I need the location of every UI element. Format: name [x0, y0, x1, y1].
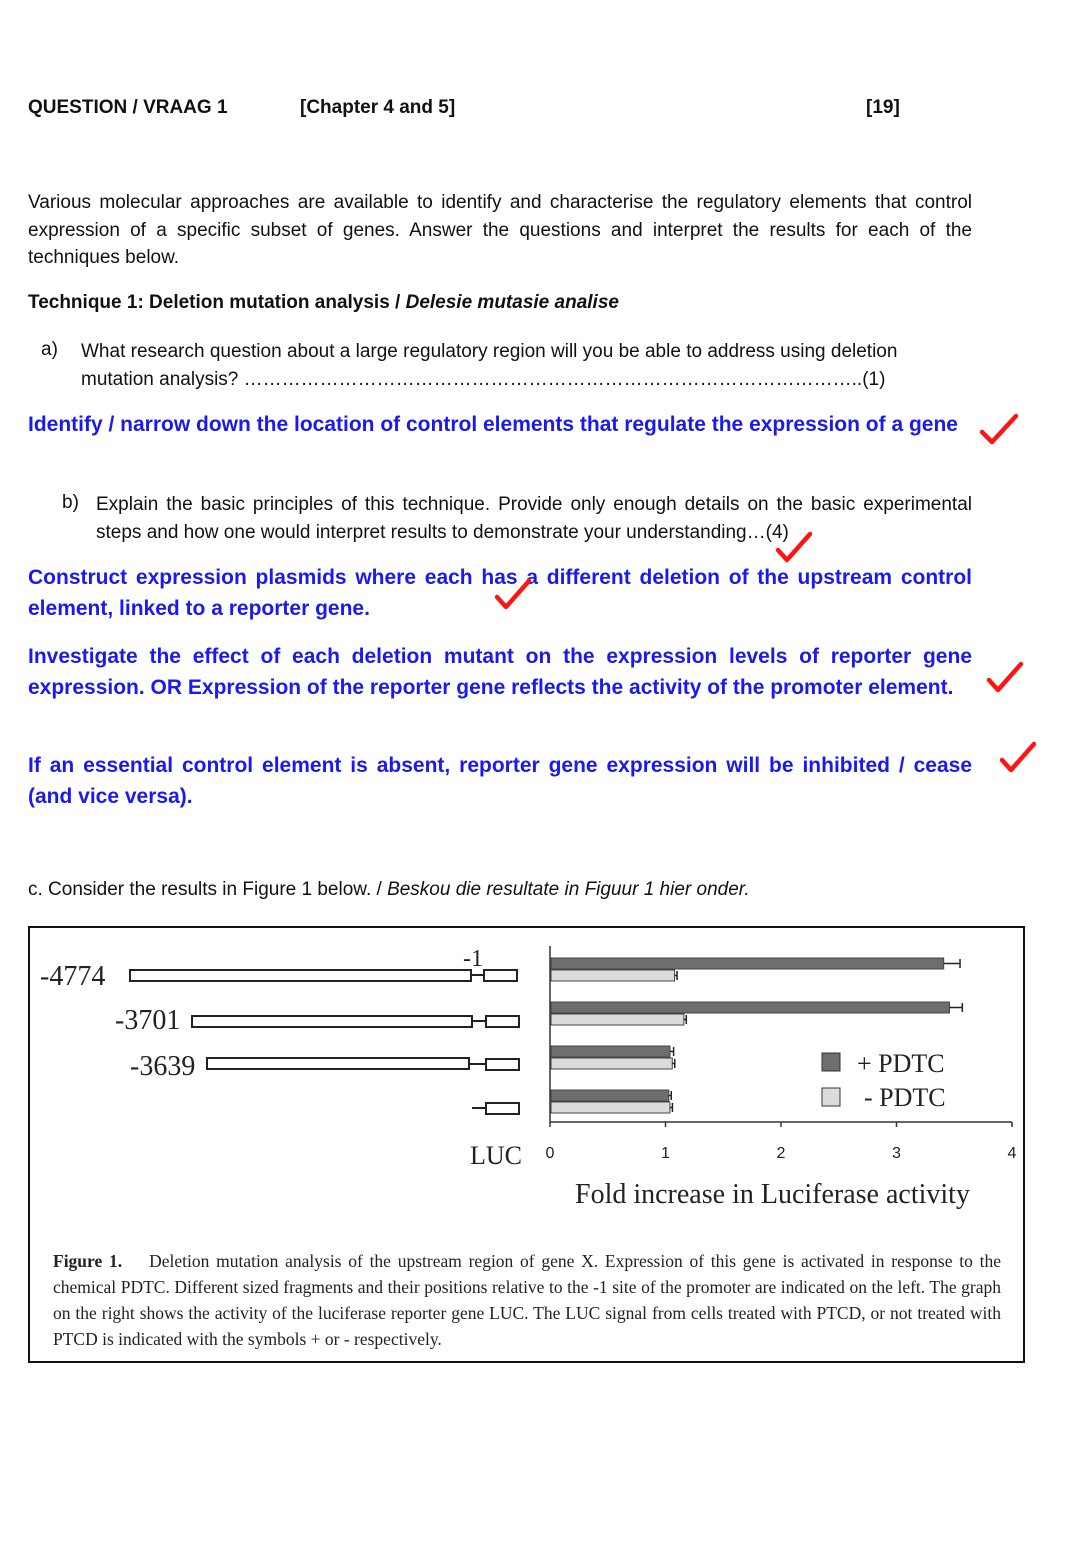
technique-heading — [28, 292, 619, 314]
construct-label: -3701 — [115, 1005, 181, 1036]
construct-label: -4774 — [40, 961, 106, 992]
checkmark-icon — [985, 660, 1027, 698]
legend-swatch-minus — [822, 1088, 840, 1106]
answer-b-2: Investigate the effect of each deletion mutant on the expression levels of reporter gene expression. OR Expression of the reporter gene reflects the activity of the promoter element. — [28, 645, 972, 699]
luc-box — [484, 970, 517, 981]
x-tick-label: 1 — [661, 1145, 670, 1162]
luc-box — [486, 1016, 519, 1027]
question-c — [28, 879, 750, 901]
intro-paragraph: Various molecular approaches are available to identify and characterise the regulatory elements that control expression of a specific subset of genes. Answer the questions and interpret the results for each of the techniques below. — [28, 192, 972, 268]
bar — [551, 1058, 672, 1069]
bar — [551, 970, 675, 981]
construct-fragment — [130, 970, 471, 981]
technique-label: Technique 1: Deletion mutation analysis / — [28, 292, 406, 313]
question-a-label: a) — [41, 339, 58, 360]
bar — [551, 1090, 669, 1101]
bar — [551, 1002, 949, 1013]
legend-label-minus: - PDTC — [864, 1083, 946, 1112]
x-tick-label: 3 — [892, 1145, 901, 1162]
bar — [551, 1046, 670, 1057]
question-c-text-afrikaans: Beskou die resultate in Figuur 1 hier onder. — [387, 879, 750, 900]
luc-box — [486, 1103, 519, 1114]
question-number: QUESTION / VRAAG 1 — [28, 97, 228, 118]
x-tick-label: 2 — [776, 1145, 786, 1162]
total-marks: [19] — [866, 97, 900, 118]
question-a-text: What research question about a large regulatory region will you be able to address using deletion mutation analysis? ……………………………………………………………………………………..(1) — [81, 341, 898, 390]
question-c-text: c. Consider the results in Figure 1 below. / — [28, 879, 388, 900]
construct-label: -3639 — [130, 1051, 196, 1082]
caption-label: Figure 1. — [53, 1251, 123, 1271]
bar — [551, 1102, 670, 1113]
checkmark-icon — [998, 740, 1040, 778]
x-tick-label: 4 — [1007, 1145, 1017, 1162]
legend-swatch-plus — [822, 1053, 840, 1071]
checkmark-icon — [978, 410, 1020, 448]
question-b-text: Explain the basic principles of this technique. Provide only enough details on the basic experimental steps and how one would interpret results to demonstrate your understanding…(4) — [96, 494, 972, 543]
answer-b-1: Construct expression plasmids where each has a different deletion of the upstream control element, linked to a reporter gene. — [28, 566, 972, 620]
legend-label-plus: + PDTC — [857, 1049, 945, 1078]
luc-box — [486, 1059, 519, 1070]
bar-chart — [546, 946, 1017, 1162]
site-label: -1 — [463, 946, 483, 972]
answer-a: Identify / narrow down the location of control elements that regulate the expression of a gene — [28, 413, 958, 436]
construct-fragment — [192, 1016, 472, 1027]
figure-caption — [53, 1248, 1001, 1352]
answer-b-3: If an essential control element is absent, reporter gene expression will be inhibited / cease (and vice versa). — [28, 754, 972, 808]
question-b-label: b) — [62, 492, 79, 513]
technique-label-afrikaans: Delesie mutasie analise — [405, 292, 619, 313]
x-axis-title: Fold increase in Luciferase activity — [575, 1179, 970, 1210]
x-tick-label: 0 — [545, 1145, 555, 1162]
caption-text: Deletion mutation analysis of the upstream region of gene X. Expression of this gene is activated in response to the chemical PDTC. Different sized fragments and their positions relative to the -1 site of the promoter are indicated on the left. The graph on the right shows the activity of the luciferase reporter gene LUC. The LUC signal from cells treated with PTCD, or not treated with PTCD is indicated with the symbols + or - respectively. — [53, 1251, 1001, 1349]
chapter-reference: [Chapter 4 and 5] — [300, 97, 456, 118]
figure-1-chart — [30, 928, 1023, 1228]
construct-fragment — [207, 1058, 469, 1069]
luc-label: LUC — [470, 1141, 522, 1170]
bar — [551, 1014, 684, 1025]
checkmark-icon — [493, 575, 535, 613]
bar — [551, 958, 944, 969]
